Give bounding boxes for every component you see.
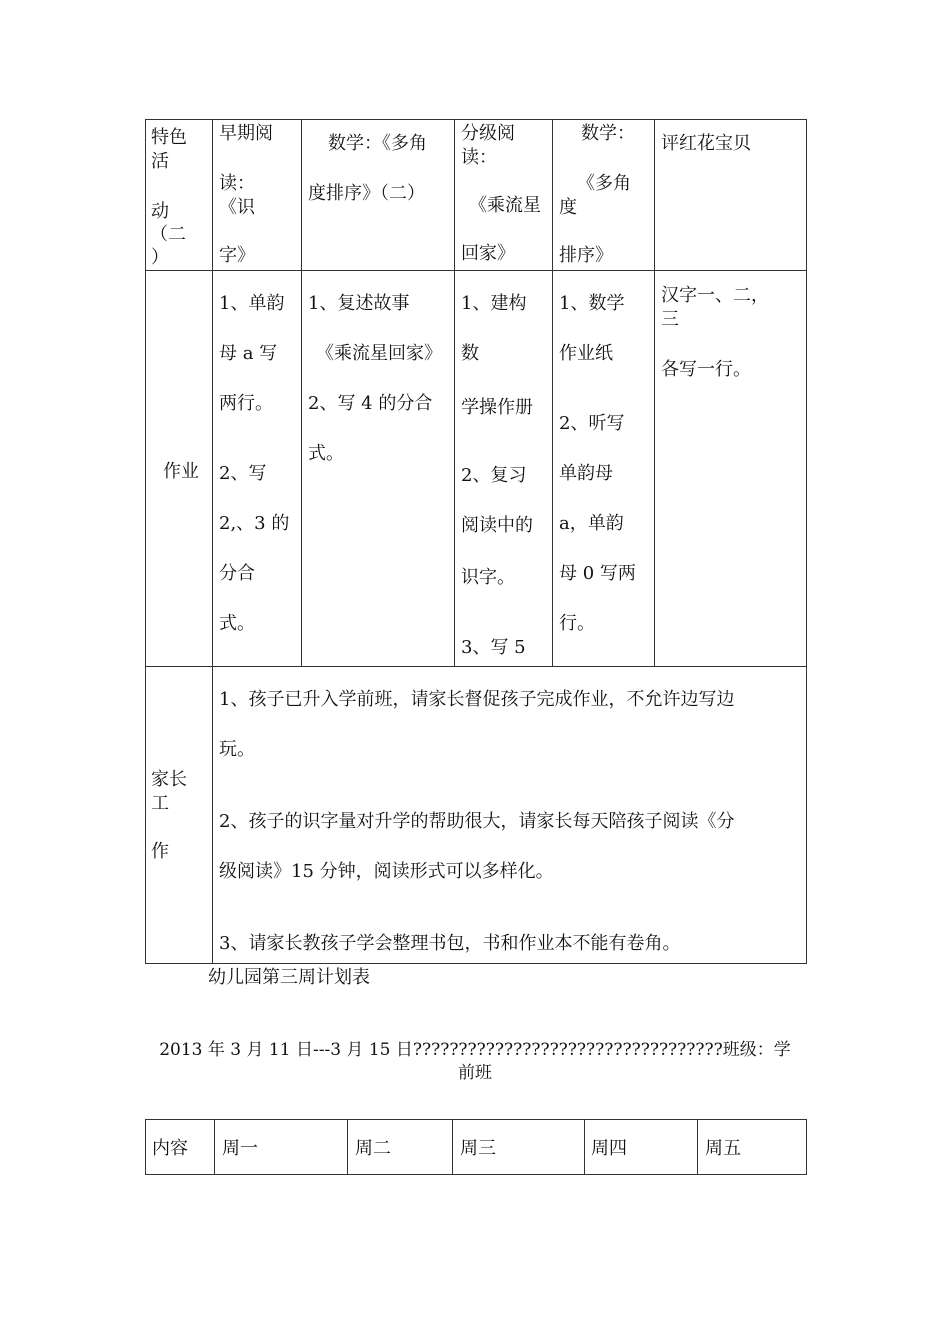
text-line: 三: [661, 309, 679, 330]
text-line: 识字。: [461, 567, 515, 588]
header-content: 内容: [152, 1138, 188, 1159]
row1-col5: [661, 132, 751, 156]
text-line: 评红花宝贝: [661, 133, 751, 154]
text-line: a，单韵: [559, 513, 624, 534]
header-wednesday: 周三: [460, 1138, 496, 1159]
text-line: 读：: [461, 147, 497, 168]
text-line: 2、写: [219, 463, 267, 484]
page-title: 幼儿园第三周计划表: [208, 967, 370, 988]
text-line: 分级阅: [461, 123, 515, 144]
text-line: 工: [151, 793, 169, 814]
text-line: 3、写 5: [461, 637, 526, 658]
text-line: 回家》: [461, 243, 515, 264]
text-line: 数学：《多角: [328, 133, 427, 154]
text-line: 活: [151, 151, 169, 172]
parent-note-2b: 级阅读》15 分钟，阅读形式可以多样化。: [219, 861, 554, 882]
text-line: 母 0 写两: [559, 563, 636, 584]
parent-note-3: 3、请家长教孩子学会整理书包，书和作业本不能有卷角。: [219, 933, 681, 954]
text-line: 1、建构: [461, 293, 527, 314]
text-line: 家长: [151, 769, 187, 790]
text-line: 学操作册: [461, 397, 533, 418]
text-line: ）: [151, 247, 169, 268]
text-line: 特色: [151, 127, 187, 148]
text-line: 汉字一、二，: [661, 285, 769, 306]
text-line: 分合: [219, 563, 255, 584]
text-line: 《乘流星回家》: [316, 343, 442, 364]
text-line: 两行。: [219, 393, 273, 414]
parent-note-1a: 1、孩子已升入学前班，请家长督促孩子完成作业，不允许边写边: [219, 689, 735, 710]
text-line: 1、数学: [559, 293, 625, 314]
text-line: 1、复述故事: [308, 293, 410, 314]
date-line-class: 前班: [458, 1063, 492, 1083]
text-line: 数学：: [581, 123, 635, 144]
text-line: 式。: [308, 443, 344, 464]
text-line: 2、写 4 的分合: [308, 393, 433, 414]
text-line: 单韵母: [559, 463, 613, 484]
text-line: 《识: [219, 197, 255, 218]
text-line: 行。: [559, 613, 595, 634]
text-line: 式。: [219, 613, 255, 634]
text-line: 读：: [219, 173, 255, 194]
header-friday: 周五: [705, 1138, 741, 1159]
text-line: 2,、3 的: [219, 513, 290, 534]
header-monday: 周一: [222, 1138, 258, 1159]
header-thursday: 周四: [591, 1138, 627, 1159]
parent-note-2a: 2、孩子的识字量对升学的帮助很大，请家长每天陪孩子阅读《分: [219, 811, 735, 832]
text-line: 《多角: [577, 173, 631, 194]
text-line: 2、听写: [559, 413, 625, 434]
text-line: 母 a 写: [219, 343, 278, 364]
text-line: 动: [151, 201, 169, 222]
parent-note-1b: 玩。: [219, 739, 255, 760]
text-line: 2、复习: [461, 465, 527, 486]
text-line: 排序》: [559, 245, 613, 266]
text-line: 《乘流星: [469, 195, 541, 216]
text-line: 数: [461, 343, 479, 364]
date-line: 2013 年 3 月 11 日---3 月 15 日??????????????????????????????????班级：学: [159, 1040, 791, 1060]
text-line: 早期阅: [219, 123, 273, 144]
text-line: 度: [559, 197, 577, 218]
text-line: 度排序》（二）: [308, 183, 425, 204]
text-line: 作业纸: [559, 343, 613, 364]
row2-label: 作业: [163, 461, 199, 482]
text-line: （二: [150, 224, 186, 245]
text-line: 字》: [219, 245, 255, 266]
text-line: 作: [151, 841, 169, 862]
text-line: 阅读中的: [461, 515, 533, 536]
text-line: 各写一行。: [661, 359, 751, 380]
header-tuesday: 周二: [355, 1138, 391, 1159]
text-line: 1、单韵: [219, 293, 285, 314]
